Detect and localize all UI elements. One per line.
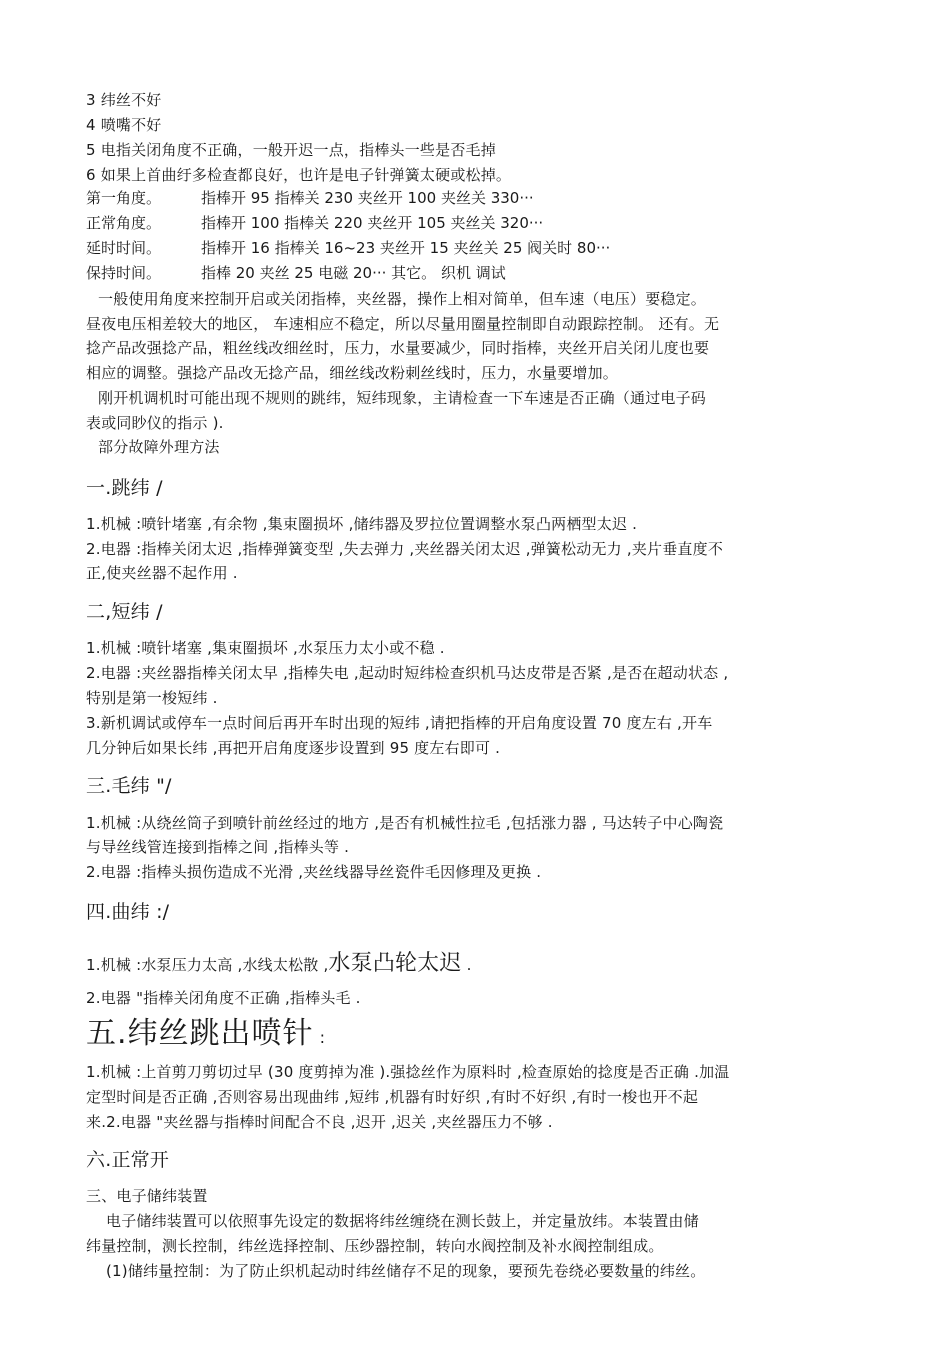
paragraph-text: . — [461, 956, 472, 974]
settings-label: 延时时间。 — [86, 239, 162, 257]
settings-value: 指棒开 95 指棒关 230 夹丝开 100 夹丝关 330··· — [201, 189, 534, 207]
list-item: 5 电指关闭角度不正确，一般开迟一点，指棒头一些是否毛掉 — [86, 141, 496, 159]
paragraph-line: 2.电器 :指棒关闭太迟 ,指棒弹簧变型 ,失去弹力 ,夹丝器关闭太迟 ,弹簧松动无力 ,夹片垂直度不 — [86, 540, 724, 558]
paragraph-line: 1.机械 :喷针堵塞 ,集束圈损坏 ,水泵压力太小或不稳 . — [86, 639, 445, 657]
section-heading-suffix: : — [313, 1028, 327, 1047]
paragraph-line: 几分钟后如果长纬 ,再把开启角度逐步设置到 95 度左右即可 . — [86, 739, 501, 757]
paragraph-line: 2.电器 "指棒关闭角度不正确 ,指棒头毛 . — [86, 989, 361, 1007]
settings-value: 指棒 20 夹丝 25 电磁 20··· 其它。 织机 调试 — [201, 264, 506, 282]
paragraph-line: 1.机械 :上首剪刀剪切过早 (30 度剪掉为准 ).强捻丝作为原料时 ,检查原始的捻度是否正确 .加温 — [86, 1063, 730, 1081]
emphasis-text: 水泵凸轮太迟 — [328, 951, 462, 976]
section-heading: 三.毛纬 "/ — [86, 775, 172, 797]
section-heading: 四.曲纬 :/ — [86, 901, 170, 923]
paragraph-line: 3.新机调试或停车一点时间后再开车时出现的短纬 ,请把指棒的开启角度设置 70 度左右 ,开车 — [86, 714, 713, 732]
settings-label: 正常角度。 — [86, 214, 162, 232]
paragraph-line: 电子储纬装置可以依照事先设定的数据将纬丝缠绕在测长鼓上，并定量放纬。本装置由储 — [106, 1212, 699, 1230]
paragraph-line: 2.电器 :指棒头损伤造成不光滑 ,夹丝线器导丝瓷件毛因修理及更换 . — [86, 863, 542, 881]
list-item: 3 纬丝不好 — [86, 91, 162, 109]
section-heading: 六.正常开 — [86, 1149, 170, 1171]
paragraph-line: 相应的调整。强捻产品改无捻产品，细丝线改粉刺丝线时，压力，水量要增加。 — [86, 364, 619, 382]
paragraph-line: 来.2.电器 "夹丝器与指棒时间配合不良 ,迟开 ,迟关 ,夹丝器压力不够 . — [86, 1113, 553, 1131]
paragraph-text: 1.机械 :水泵压力太高 ,水线太松散 , — [86, 956, 329, 974]
section-heading: 三、电子储纬装置 — [86, 1187, 208, 1205]
paragraph-line: 部分故障外理方法 — [98, 438, 220, 456]
paragraph-line: 捻产品改强捻产品，粗丝线改细丝时，压力，水量要减少，同时指棒，夹丝开启关闭儿度也要 — [86, 339, 710, 357]
paragraph-line: 特别是第一梭短纬 . — [86, 689, 218, 707]
section-heading: 二,短纬 / — [86, 601, 163, 623]
paragraph-line: 刚开机调机时可能出现不规则的跳纬，短纬现象，主请检查一下车速是否正确（通过电子码 — [98, 389, 707, 407]
paragraph-line: 定型时间是否正确 ,否则容易出现曲纬 ,短纬 ,机器有时好织 ,有时不好织 ,有时一梭也开不起 — [86, 1088, 699, 1106]
paragraph-line: 2.电器 :夹丝器指棒关闭太早 ,指棒失电 ,起动时短纬检查织机马达皮带是否紧 ,是否在超动状态 , — [86, 664, 729, 682]
paragraph-line: 与导丝线管连接到指棒之间 ,指棒头等 . — [86, 838, 350, 856]
paragraph-line: 表或同眇仪的指示 ). — [86, 414, 224, 432]
paragraph-line: 1.机械 :喷针堵塞 ,有余物 ,集束圈损坏 ,储纬器及罗拉位置调整水泵凸两栖型太迟 . — [86, 515, 638, 533]
settings-label: 第一角度。 — [86, 189, 162, 207]
paragraph-line: 正,使夹丝器不起作用 . — [86, 564, 238, 582]
settings-value: 指棒开 16 指棒关 16~23 夹丝开 15 夹丝关 25 阀关时 80··· — [201, 239, 611, 257]
settings-value: 指棒开 100 指棒关 220 夹丝开 105 夹丝关 320··· — [201, 214, 544, 232]
section-heading: 一.跳纬 / — [86, 477, 163, 499]
paragraph-line: 1.机械 :从绕丝筒子到喷针前丝经过的地方 ,是否有机械性拉毛 ,包括涨力器 , 马达转子中心陶瓷 — [86, 814, 724, 832]
paragraph-line — [86, 950, 472, 979]
list-item: 4 喷嘴不好 — [86, 116, 162, 134]
settings-label: 保持时间。 — [86, 264, 162, 282]
list-item: 6 如果上首曲纡多检查都良好，也许是电子针弹簧太硬或松掉。 — [86, 166, 512, 184]
section-heading-text: 五.纬丝跳出喷针 — [86, 1016, 314, 1051]
paragraph-line: 纬量控制，测长控制，纬丝选择控制、压纱器控制，转向水阀控制及补水阀控制组成。 — [86, 1237, 664, 1255]
paragraph-line: 昼夜电压相差较大的地区， 车速相应不稳定，所以尽量用圈量控制即自动跟踪控制。 还有。无 — [86, 315, 720, 333]
paragraph-line: (1)储纬量控制：为了防止织机起动时纬丝储存不足的现象，要预先卷绕必要数量的纬丝。 — [106, 1262, 706, 1280]
paragraph-line: 一般使用角度来控制开启或关闭指棒，夹丝器，操作上相对简单，但车速（电压）要稳定。 — [98, 290, 707, 308]
section-heading — [86, 1016, 326, 1056]
